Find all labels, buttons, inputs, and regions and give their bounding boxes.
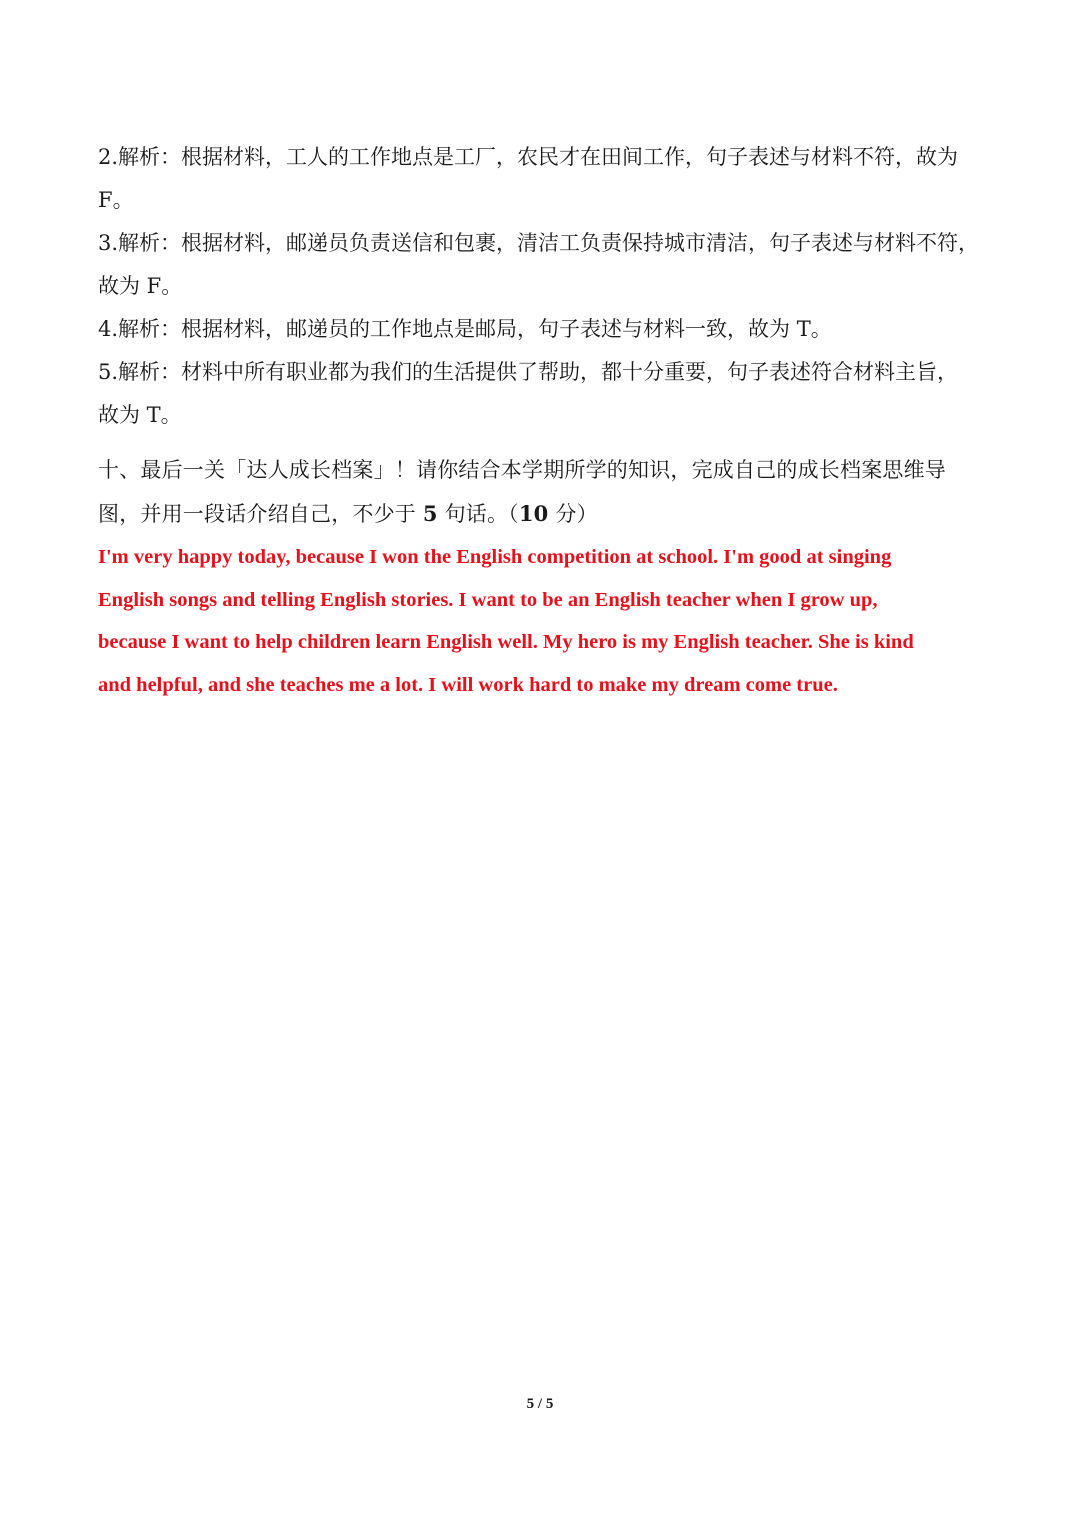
analysis-line-2b: F。 — [98, 188, 134, 212]
analysis-line-3b: 故为 F。 — [98, 274, 183, 298]
analysis-line-3a: 3.解析：根据材料，邮递员负责送信和包裹，清洁工负责保持城市清洁，句子表述与材料不符， — [98, 231, 980, 255]
answer-line-4: and helpful, and she teaches me a lot. I will work hard to make my dream come true. — [98, 673, 838, 696]
answer-line-2: English songs and telling English stories. I want to be an English teacher when I grow up, — [98, 588, 878, 611]
page-number: 5 / 5 — [526, 1396, 554, 1412]
question-text-a: 图，并用一段话介绍自己，不少于 — [98, 502, 423, 526]
score-value: 10 — [518, 501, 549, 526]
question-text-c: 分） — [548, 502, 598, 526]
section-spacer — [98, 437, 998, 449]
question-text-b: 句话。（ — [437, 502, 519, 526]
answer-line-3: because I want to help children learn English well. My hero is my English teacher. She is kind — [98, 631, 914, 653]
answer-line-1: I'm very happy today, because I won the English competition at school. I'm good at singing — [98, 546, 892, 568]
sentence-count: 5 — [422, 501, 438, 526]
analysis-line-5a: 5.解析：材料中所有职业都为我们的生活提供了帮助，都十分重要，句子表述符合材料主旨， — [98, 360, 959, 384]
page-content — [98, 136, 998, 706]
question-10-line-1: 十、最后一关「达人成长档案」！请你结合本学期所学的知识，完成自己的成长档案思维导 — [98, 458, 946, 482]
analysis-line-2a: 2.解析：根据材料，工人的工作地点是工厂，农民才在田间工作，句子表述与材料不符，故为 — [98, 145, 959, 169]
analysis-line-4: 4.解析：根据材料，邮递员的工作地点是邮局，句子表述与材料一致，故为 T。 — [98, 317, 832, 341]
question-10-line-2 — [98, 492, 998, 536]
analysis-line-5b: 故为 T。 — [98, 403, 182, 427]
